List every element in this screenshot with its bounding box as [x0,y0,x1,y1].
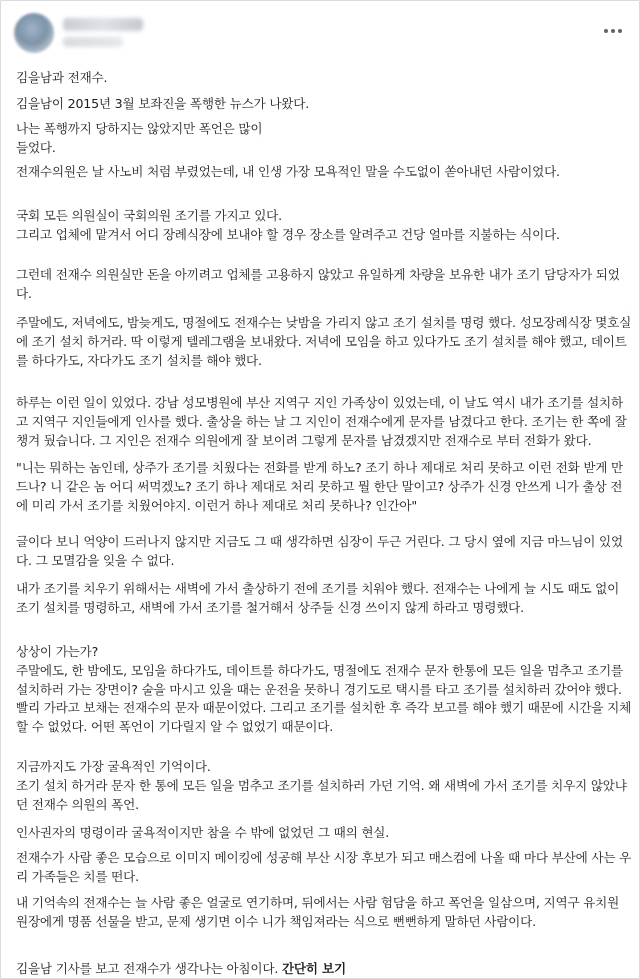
post-paragraph: 전재수가 사람 좋은 모습으로 이미지 메이킹에 성공해 부산 시장 후보가 되고 매스컴에 나올 때 마다 부산에 사는 우리 가족들은 치를 떤다. [16,850,632,884]
avatar[interactable] [14,13,54,53]
post-paragraph: 내가 조기를 치우기 위해서는 새벽에 가서 출상하기 전에 조기를 치워야 했다. 전재수는 나에게 늘 시도 때도 없이 조기 설치를 명령하고, 새벽에 가서 조기를 철거해서 상주들 신경 쓰이지 않게 하라고 명령했다. [16,581,620,615]
post-header [1,1,639,61]
post-paragraph: 김을남이 2015년 3월 보좌진을 폭행한 뉴스가 나왔다. [16,96,310,111]
post-paragraph: 상상이 가는가? 주말에도, 한 밤에도, 모임을 하다가도, 데이트를 하다가도, 명절에도 전재수 문자 한통에 모든 일을 멈추고 조기를 설치하러 가는 장면이? 술을 마시고 있을 때는 운전을 못하니 경기도로 택시를 타고 조기를 설치하러 갔어야 했다. 빨리 가라고 보채는 전재수의 문자 때문이었다. 그리고 조기를 설치한 후 즉각 보고를 해야 했기 때문에 시간을 지체할 수 없었다. 어떤 폭언이 기다릴지 알 수 없었기 때문이다. [16,644,632,735]
post-paragraph: 글이다 보니 억양이 드러나지 않지만 지금도 그 때 생각하면 심장이 두근 거린다. 그 당시 옆에 지금 마느님이 있었다. 그 모멸감을 잊을 수 없다. [16,534,623,568]
more-options-icon[interactable] [601,21,625,41]
see-less-link[interactable]: 간단히 보기 [281,961,346,976]
post-meta-blurred [63,37,123,47]
post-paragraph: 그런데 전재수 의원실만 돈을 아끼려고 업체를 고용하지 않았고 유일하게 차량을 보유한 내가 조기 담당자가 되었다. [16,267,620,301]
post-paragraph: 내 기억속의 전재수는 늘 사람 좋은 얼굴로 연기하며, 뒤에서는 사람 험담을 하고 폭언을 일삼으며, 지역구 유치원 원장에게 명품 선물을 받고, 문제 생기면 이수 니가 책임져라는 식으로 뻔뻔하게 말하던 사람이다. [16,895,620,929]
post-paragraph: 국회 모든 의원실이 국회의원 조기를 가지고 있다. 그리고 업체에 맡겨서 어디 장례식장에 보내야 할 경우 장소를 알려주고 건당 얼마를 지불하는 식이다. [16,208,560,242]
author-name-blurred[interactable] [63,18,143,31]
post-paragraph: "니는 뭐하는 놈인데, 상주가 조기를 치웠다는 전화를 받게 하노? 조기 하나 제대로 처리 못하고 이런 전화 받게 만드나? 니 같은 놈 어디 써먹겠노? 조기 하나 제대로 처리 못하고 뭘 한단 말이고? 상주가 신경 안쓰게 니가 출상 전에 미리 가서 조기를 치웠어야지. 이런거 하나 제대로 처리 못하나? 인간아" [16,460,624,513]
post-closing-line [16,960,634,979]
post-paragraph: 주말에도, 저녁에도, 밤늦게도, 명절에도 전재수는 낮밤을 가리지 않고 조기 설치를 명령 했다. 성모장례식장 몇호실에 조기 설치 하거라. 딱 이렇게 텔레그램을 보내왔다. 저녁에 모임을 하고 있다가도 조기 설치를 해야 했고, 데이트를 하다가도, 자다가도 조기 설치를 해야 했다. [16,315,632,368]
post-paragraph: 인사권자의 명령이라 굴욕적이지만 참을 수 밖에 없었던 그 때의 현실. [16,825,390,840]
post-paragraph: 지금까지도 가장 굴욕적인 기억이다. 조기 설치 하거라 문자 한 통에 모든 일을 멈추고 조기를 설치하러 가던 기억. 왜 새벽에 가서 조기를 치우지 않았냐던 전재수 의원의 폭언. [16,759,627,812]
post-paragraph: 전재수의원은 날 사노비 처럼 부렸었는데, 내 인생 가장 모욕적인 말을 수도없이 쏟아내던 사람이었다. [16,164,560,179]
post-paragraph: 김을남과 전재수. [16,70,108,85]
post-paragraph: 나는 폭행까지 당하지는 않았지만 폭언은 많이 들었다. [16,121,263,155]
post-paragraph: 하루는 이런 일이 있었다. 강남 성모병원에 부산 지역구 지인 가족상이 있었는데, 이 날도 역시 내가 조기를 설치하고 지역구 지인들에게 인사를 했다. 출상을 하는 날 그 지인이 전재수에게 문자를 남겼다고 한다. 조기는 한 쪽에 잘 챙겨 뒀습니다. 그 지인은 전재수 의원에게 잘 보이려 그렇게 문자를 남겼겠지만 전재수로 부터 전화가 왔다. [16,395,627,448]
post-closing-text: 김을남 기사를 보고 전재수가 생각나는 아침이다. [16,961,279,976]
